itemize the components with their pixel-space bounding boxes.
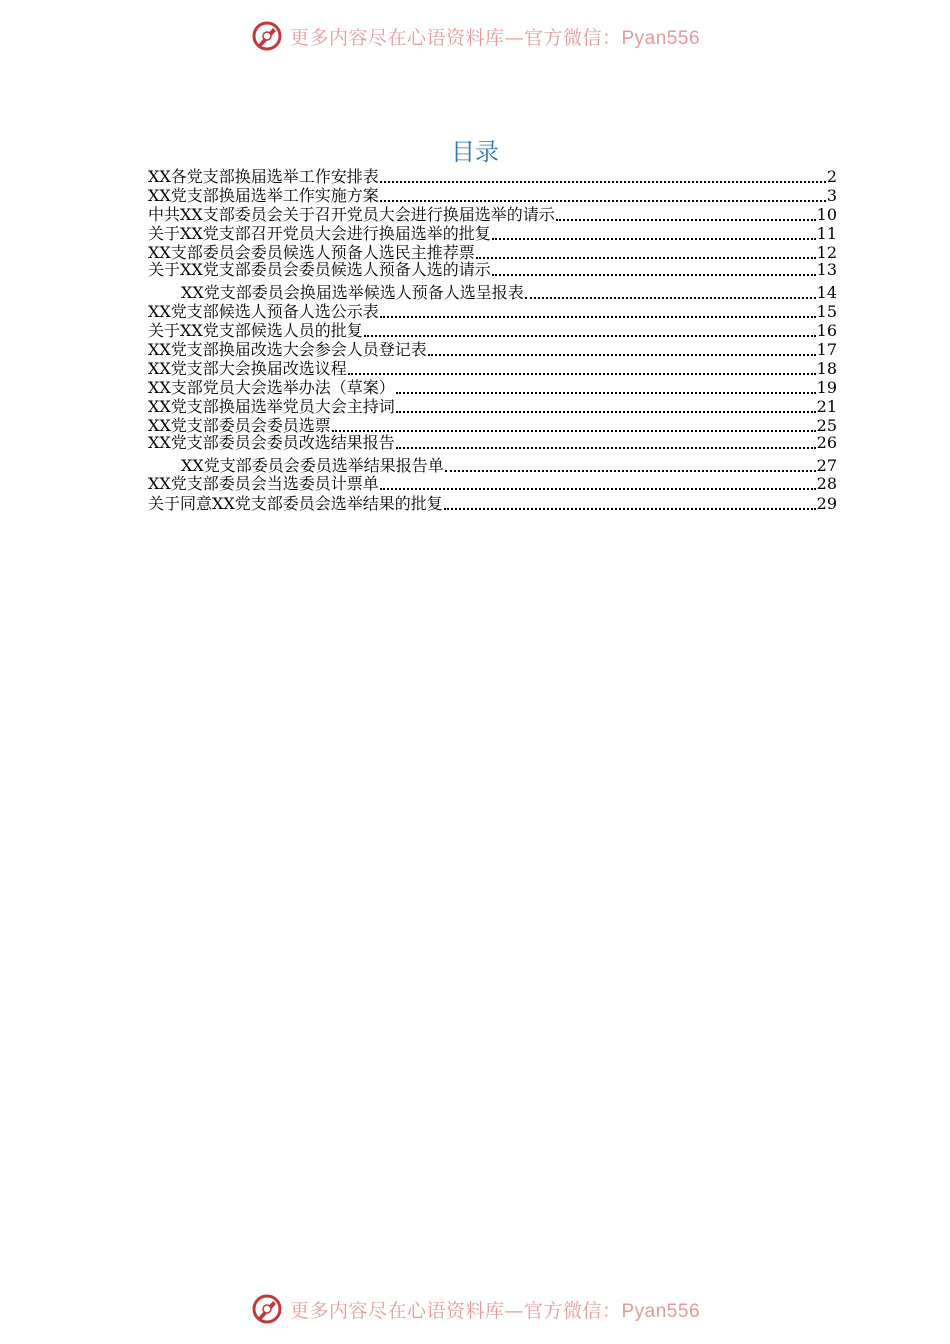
footer-banner [0, 1289, 950, 1329]
toc-leader-dots [444, 507, 816, 510]
toc-entry-page: 28 [816, 474, 837, 493]
red-circle-pen-logo-icon [250, 19, 284, 53]
toc-leader-dots [380, 315, 816, 318]
toc-entry-page: 15 [816, 302, 837, 321]
footer-wechat-id: Pyan556 [621, 1300, 701, 1322]
red-circle-pen-logo-icon [250, 1292, 284, 1326]
toc-entry[interactable] [148, 167, 837, 187]
toc-leader-dots [396, 391, 816, 394]
toc-leader-dots [428, 353, 816, 356]
toc-leader-dots [556, 218, 816, 221]
toc-entry-title: XX党支部候选人预备人选公示表 [148, 302, 379, 321]
toc-leader-dots [348, 372, 816, 375]
toc-entry-page: 13 [816, 260, 837, 279]
toc-title: 目录 [451, 138, 499, 166]
toc-leader-dots [364, 334, 816, 337]
toc-entry-title: 关于XX党支部委员会委员候选人预备人选的请示 [148, 260, 491, 279]
toc-entry[interactable] [148, 378, 837, 398]
toc-entry-title: 关于同意XX党支部委员会选举结果的批复 [148, 494, 443, 513]
toc-entry-page: 26 [816, 433, 837, 452]
toc-entry-title: XX党支部换届选举党员大会主持词 [148, 397, 395, 416]
toc-entry[interactable] [148, 494, 837, 514]
toc-leader-dots [396, 410, 816, 413]
toc-entry-title: 中共XX支部委员会关于召开党员大会进行换届选举的请示 [148, 205, 555, 224]
toc-entry-title: XX党支部委员会换届选举候选人预备人选呈报表 [181, 283, 524, 302]
toc-entry-title: XX党支部委员会委员选举结果报告单 [181, 456, 444, 475]
toc-entry-title: XX各党支部换届选举工作安排表 [148, 167, 379, 186]
toc-entry[interactable] [148, 283, 837, 303]
toc-entry[interactable] [148, 321, 837, 341]
toc-entry-page: 3 [826, 186, 837, 205]
toc-entry-title: XX党支部委员会委员选票 [148, 416, 331, 435]
toc-leader-dots [380, 487, 816, 490]
toc-entry-title: XX党支部换届改选大会参会人员登记表 [148, 340, 427, 359]
toc-leader-dots [492, 273, 816, 276]
toc-entry-page: 25 [816, 416, 837, 435]
toc-entry[interactable] [148, 340, 837, 360]
toc-entry[interactable] [148, 186, 837, 206]
toc-entry[interactable] [148, 433, 837, 453]
toc-entry-title: XX党支部换届选举工作实施方案 [148, 186, 379, 205]
toc-leader-dots [380, 180, 826, 183]
toc-entry[interactable] [148, 397, 837, 417]
toc-leader-dots [445, 469, 816, 472]
header-banner-text: 更多内容尽在心语资料库—官方微信：Pyan556 [289, 26, 701, 49]
toc-entry[interactable] [148, 302, 837, 322]
toc-entry-title: 关于XX党支部召开党员大会进行换届选举的批复 [148, 224, 491, 243]
toc-entry-page: 12 [816, 243, 837, 262]
header-wechat-id: Pyan556 [621, 27, 701, 49]
toc-entry-page: 27 [816, 456, 837, 475]
toc-leader-dots [525, 296, 816, 299]
toc-entry-page: 11 [816, 224, 837, 243]
toc-entry-page: 29 [816, 494, 837, 513]
header-banner [0, 16, 950, 56]
toc-entry-title: XX党支部委员会委员改选结果报告 [148, 433, 395, 452]
toc-leader-dots [492, 237, 816, 240]
toc-entry-title: XX党支部委员会当选委员计票单 [148, 474, 379, 493]
toc-leader-dots [380, 199, 826, 202]
toc-entry-title: 关于XX党支部候选人员的批复 [148, 321, 363, 340]
toc-entry-page: 17 [816, 340, 837, 359]
toc-entry-title: XX支部党员大会选举办法（草案） [148, 378, 395, 397]
toc-entry-page: 2 [826, 167, 837, 186]
toc-entry-title: XX党支部大会换届改选议程 [148, 359, 347, 378]
toc-entry[interactable] [148, 260, 837, 280]
toc-entry-page: 10 [816, 205, 837, 224]
toc-entry-page: 16 [816, 321, 837, 340]
toc-leader-dots [396, 446, 816, 449]
toc-entry[interactable] [148, 224, 837, 244]
toc-entry[interactable] [148, 359, 837, 379]
toc-entry-page: 18 [816, 359, 837, 378]
toc-entry[interactable] [148, 205, 837, 225]
footer-banner-text: 更多内容尽在心语资料库—官方微信：Pyan556 [289, 1299, 701, 1322]
toc-leader-dots [476, 256, 816, 259]
toc-entry[interactable] [148, 474, 837, 494]
toc-entry-title: XX支部委员会委员候选人预备人选民主推荐票 [148, 243, 475, 262]
toc-entry-page: 14 [816, 283, 837, 302]
toc-entry[interactable] [148, 456, 837, 476]
toc-entry-page: 21 [816, 397, 837, 416]
toc-leader-dots [332, 429, 816, 432]
toc-entry-page: 19 [816, 378, 837, 397]
